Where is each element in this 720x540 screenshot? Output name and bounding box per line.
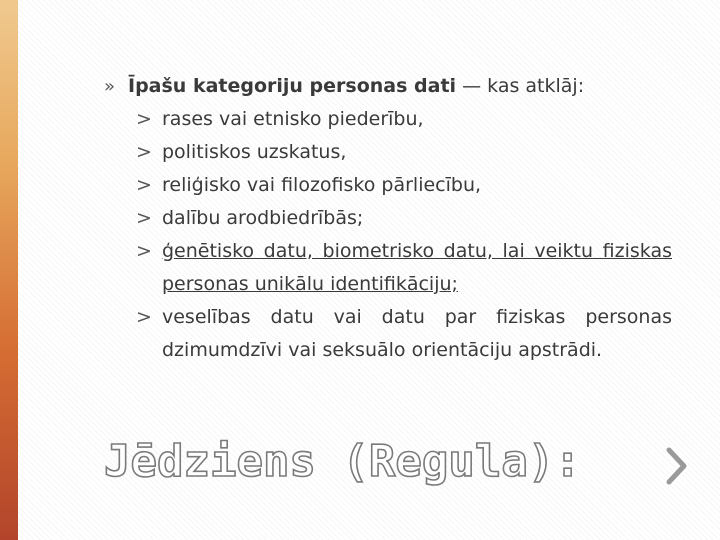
list-item-text: ģenētisko datu, biometrisko datu, lai veiktu fiziskas personas unikālu identifikāciju; xyxy=(162,240,672,295)
list-item-text: dalību arodbiedrībās; xyxy=(162,207,364,229)
list-item xyxy=(136,103,672,136)
list-item-text: veselības datu vai datu par fiziskas personas dzimumdzīvi vai seksuālo orientāciju apstrādi. xyxy=(162,306,672,361)
slide-content xyxy=(104,70,672,367)
list-item xyxy=(136,235,672,301)
chevron-right-icon[interactable] xyxy=(664,446,690,486)
list-item xyxy=(136,301,672,367)
list-item xyxy=(136,136,672,169)
arrow-marker-icon: > xyxy=(136,174,152,196)
list-item xyxy=(136,202,672,235)
main-point-bold-text: Īpašu kategoriju personas dati xyxy=(128,75,457,97)
double-chevron-bullet-icon: » xyxy=(104,76,116,97)
sub-list xyxy=(104,103,672,367)
accent-bar xyxy=(0,0,18,540)
arrow-marker-icon: > xyxy=(136,141,152,163)
arrow-marker-icon: > xyxy=(136,108,152,130)
arrow-marker-icon: > xyxy=(136,240,152,262)
list-item-text: reliģisko vai filozofisko pārliecību, xyxy=(162,174,482,196)
arrow-marker-icon: > xyxy=(136,306,152,328)
main-point-text: — kas atklāj: xyxy=(456,75,585,97)
arrow-marker-icon: > xyxy=(136,207,152,229)
slide-heading: Jēdziens (Regula): xyxy=(104,436,581,487)
list-item xyxy=(136,169,672,202)
list-item-text: politiskos uzskatus, xyxy=(162,141,347,163)
list-item-text: rases vai etnisko piederību, xyxy=(162,108,424,130)
main-bullet-point xyxy=(104,70,672,103)
